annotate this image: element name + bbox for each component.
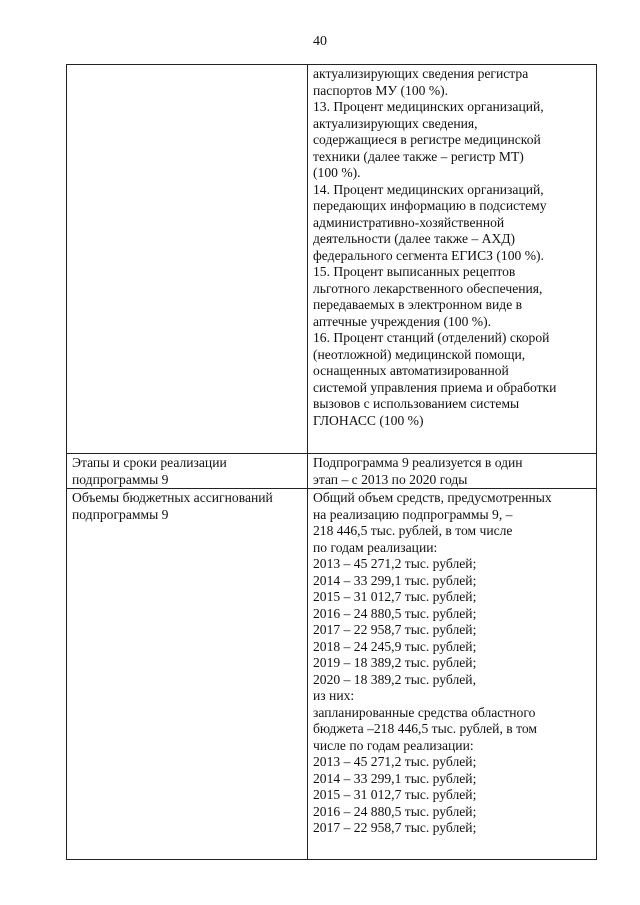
budget-label	[67, 489, 308, 860]
indicator-paragraph: 16. Процент станций (отделений) скорой (неотложной) медицинской помощи, оснащенных автоматизированной системой управления приема и обработки вызовов с использованием системы ГЛОНАСС (100 %)	[313, 330, 557, 428]
row1-left-cell	[67, 65, 308, 454]
table-row	[67, 65, 597, 454]
budget-line: 2014 – 33 299,1 тыс. рублей;	[313, 770, 477, 786]
stages-value	[308, 454, 597, 489]
budget-line: 2018 – 24 245,9 тыс. рублей;	[313, 638, 477, 654]
budget-line: 2020 – 18 389,2 тыс. рублей,	[313, 671, 476, 687]
budget-line: 2013 – 45 271,2 тыс. рублей;	[313, 556, 477, 571]
indicator-paragraph: 14. Процент медицинских организаций, передающих информацию в подсистему административно-хозяйственной деятельности (далее также – АХД) федерального сегмента ЕГИСЗ (100 %).	[313, 181, 547, 263]
stages-label-text: Этапы и сроки реализации подпрограммы 9	[72, 455, 227, 487]
budget-line: 2019 – 18 389,2 тыс. рублей;	[313, 655, 477, 670]
page-number: 40	[313, 34, 327, 49]
budget-line: 2017 – 22 958,7 тыс. рублей;	[313, 622, 477, 637]
budget-line: 2017 – 22 958,7 тыс. рублей;	[313, 820, 477, 835]
budget-line: Общий объем средств, предусмотренных	[313, 490, 552, 505]
budget-line: 2015 – 31 012,7 тыс. рублей;	[313, 787, 477, 802]
budget-value	[308, 489, 597, 860]
budget-line: по годам реализации:	[313, 539, 438, 555]
budget-label-text: Объемы бюджетных ассигнований подпрограммы 9	[72, 490, 273, 522]
indicator-paragraph: актуализирующих сведения регистра паспортов МУ (100 %).	[313, 66, 529, 98]
budget-line: бюджета –218 446,5 тыс. рублей, в том	[313, 721, 537, 736]
indicator-paragraph: 15. Процент выписанных рецептов льготного лекарственного обеспечения, передаваемых в электронном виде в аптечные учреждения (100 %).	[313, 264, 543, 329]
table-row	[67, 489, 597, 860]
budget-line: запланированные средства областного	[313, 704, 536, 720]
table-row	[67, 454, 597, 489]
indicator-paragraph: 13. Процент медицинских организаций, актуализирующих сведения, содержащиеся в регистре медицинской техники (далее также – регистр МТ) (100 %).	[313, 99, 544, 180]
budget-line: 2014 – 33 299,1 тыс. рублей;	[313, 572, 477, 588]
budget-line: 2016 – 24 880,5 тыс. рублей;	[313, 605, 477, 621]
budget-line: из них:	[313, 688, 355, 703]
budget-line: на реализацию подпрограммы 9, –	[313, 506, 513, 522]
budget-line: 2016 – 24 880,5 тыс. рублей;	[313, 803, 477, 819]
stages-label	[67, 454, 308, 489]
program-passport-table	[66, 64, 597, 860]
budget-line: числе по годам реализации:	[313, 737, 474, 753]
indicators-cell	[308, 65, 597, 454]
budget-line: 2013 – 45 271,2 тыс. рублей;	[313, 754, 477, 769]
budget-line: 2015 – 31 012,7 тыс. рублей;	[313, 589, 477, 604]
budget-line: 218 446,5 тыс. рублей, в том числе	[313, 523, 513, 538]
stages-value-text: Подпрограмма 9 реализуется в один этап – с 2013 по 2020 годы	[313, 455, 523, 487]
